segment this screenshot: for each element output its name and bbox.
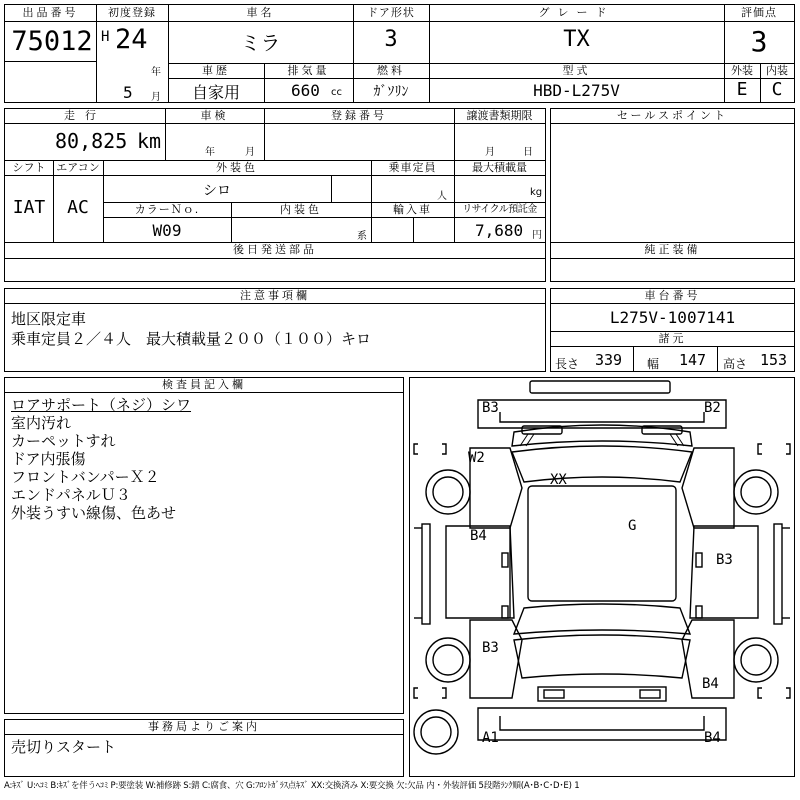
height: 153 bbox=[760, 351, 788, 369]
width-label: 幅 bbox=[647, 357, 660, 371]
year-unit: 年 bbox=[151, 67, 161, 78]
transfer-deadline-label: 譲渡書類期限 bbox=[466, 109, 533, 122]
recycle-fee: 7,680 bbox=[475, 221, 524, 240]
displacement: 660 bbox=[291, 81, 320, 100]
grade-label: グレード bbox=[538, 6, 615, 19]
model-name: ミラ bbox=[240, 31, 281, 55]
max-load-label: 最大積載量 bbox=[472, 161, 527, 174]
model-type-label: 型式 bbox=[562, 64, 591, 77]
inspector-line-3: カーペットすれ bbox=[11, 432, 116, 450]
mileage: 80,825 bbox=[55, 129, 128, 153]
fuel-label: 燃料 bbox=[377, 64, 405, 77]
inspection-month-unit: 月 bbox=[245, 147, 255, 158]
aircon-label: エアコン bbox=[56, 161, 100, 174]
diagram-label-b2-front-right: B2 bbox=[704, 400, 721, 416]
top-section bbox=[4, 4, 795, 103]
office-notice-title: 事務局よりご案内 bbox=[148, 720, 260, 733]
transfer-month-unit: 月 bbox=[485, 147, 495, 158]
diagram-label-b3-left-rear: B3 bbox=[482, 640, 499, 656]
specs-label: 諸元 bbox=[658, 332, 687, 345]
inspection-year-unit: 年 bbox=[205, 147, 215, 158]
inspector-line-4: ドア内張傷 bbox=[11, 450, 86, 468]
exterior-grade-label: 外装 bbox=[731, 64, 753, 77]
aircon: AC bbox=[67, 197, 89, 218]
max-load-unit: kg bbox=[530, 187, 543, 198]
lot-number: 75012 bbox=[11, 26, 93, 57]
registration-era: H bbox=[101, 29, 110, 45]
recycle-unit: 円 bbox=[532, 230, 542, 241]
color-number-label: カラーＮｏ. bbox=[134, 203, 200, 216]
exterior-grade: E bbox=[736, 79, 748, 100]
first-registration-label: 初度登録 bbox=[108, 6, 156, 19]
diagram-label-a1-rear-left: A1 bbox=[482, 730, 499, 746]
door-type-label: ドア形状 bbox=[367, 6, 415, 19]
displacement-label: 排気量 bbox=[287, 64, 330, 77]
score: 3 bbox=[750, 25, 768, 58]
car-outline bbox=[410, 378, 794, 776]
history-label: 車歴 bbox=[202, 64, 230, 77]
inspector-line-2: 室内汚れ bbox=[11, 414, 72, 432]
later-parts-label: 後日発送部品 bbox=[233, 243, 317, 256]
inspector-line-5: フロントバンパーＸ２ bbox=[11, 468, 160, 486]
score-label: 評価点 bbox=[741, 6, 777, 19]
diagram-label-xx-roof: XX bbox=[550, 472, 567, 488]
seats-unit: 人 bbox=[437, 191, 447, 202]
registration-month: 5 bbox=[123, 83, 133, 102]
diagram-label-g-windshield: G bbox=[628, 518, 637, 534]
chassis-number: L275V-1007141 bbox=[609, 308, 736, 327]
history: 自家用 bbox=[191, 83, 240, 102]
inspector-line-1: ロアサポート（ネジ）シワ bbox=[11, 396, 192, 414]
registration-year: 24 bbox=[115, 24, 148, 55]
genuine-equipment-label: 純正装備 bbox=[644, 243, 701, 256]
month-unit: 月 bbox=[151, 92, 161, 103]
grade: TX bbox=[563, 27, 590, 52]
caution-notes bbox=[4, 288, 546, 372]
mileage-label: 走行 bbox=[64, 109, 106, 122]
damage-legend: A:ｷｽﾞ U:ﾍｺﾐ B:ｷｽﾞを伴うﾍｺﾐ P:要塗装 W:補修跡 S:錆 C:腐食、穴 G:ﾌﾛﾝﾄｶﾞﾗｽ点ｷｽﾞ XX:交換済み X:要交換 欠:欠品 内・外装評価 5段階ﾗﾝｸ順(A･B･C･D･E) 1 bbox=[4, 781, 580, 791]
inspector-line-6: エンドパネルＵ３ bbox=[11, 486, 131, 504]
model-type: HBD-L275V bbox=[533, 81, 620, 100]
chassis-number-label: 車台番号 bbox=[644, 289, 701, 302]
displacement-unit: cc bbox=[331, 87, 342, 98]
sales-points-label: セールスポイント bbox=[616, 109, 728, 122]
sales-points bbox=[550, 108, 795, 282]
width: 147 bbox=[679, 351, 707, 369]
shift-label: シフト bbox=[12, 161, 46, 174]
vehicle-details bbox=[4, 108, 546, 282]
diagram-label-b3-front-left: B3 bbox=[482, 400, 499, 416]
registration-number-label: 登録番号 bbox=[331, 109, 387, 122]
damage-diagram bbox=[409, 377, 795, 777]
interior-color-label: 内装色 bbox=[280, 203, 322, 216]
lot-number-label: 出品番号 bbox=[22, 6, 79, 19]
fuel: ｶﾞｿﾘﾝ bbox=[373, 84, 409, 100]
seats-label: 乗車定員 bbox=[388, 161, 437, 174]
interior-grade: C bbox=[771, 79, 783, 100]
diagram-label-b4-rear-right: B4 bbox=[704, 730, 721, 746]
inspector-notes bbox=[4, 377, 404, 714]
length-label: 長さ bbox=[555, 357, 580, 371]
transfer-day-unit: 日 bbox=[523, 147, 533, 158]
inspector-notes-title: 検査員記入欄 bbox=[162, 378, 246, 391]
chassis-info bbox=[550, 288, 795, 372]
diagram-label-b4-left-door: B4 bbox=[470, 528, 487, 544]
diagram-label-b4-right-rear: B4 bbox=[702, 676, 719, 692]
mileage-unit: km bbox=[137, 129, 162, 153]
exterior-color-label: 外装色 bbox=[216, 161, 258, 174]
door-type: 3 bbox=[384, 27, 398, 52]
caution-line-2: 乗車定員２／４人 最大積載量２００（１００）キロ bbox=[11, 330, 372, 348]
caution-line-1: 地区限定車 bbox=[11, 310, 87, 328]
exterior-color: シロ bbox=[203, 183, 231, 199]
office-notice-text: 売切りスタート bbox=[11, 738, 117, 756]
interior-grade-label: 内装 bbox=[766, 64, 788, 77]
import-label: 輸入車 bbox=[393, 203, 432, 216]
diagram-label-b3-right-door: B3 bbox=[716, 552, 733, 568]
recycle-label: リサイクル預託金 bbox=[462, 204, 537, 215]
office-notice bbox=[4, 719, 404, 777]
color-number: W09 bbox=[152, 221, 182, 240]
model-label: 車名 bbox=[246, 6, 275, 19]
inspector-line-7: 外装うすい線傷、色あせ bbox=[11, 504, 177, 522]
interior-color-suffix: 系 bbox=[357, 231, 367, 242]
inspection-label: 車検 bbox=[200, 109, 229, 122]
shift: IAT bbox=[12, 197, 46, 218]
length: 339 bbox=[595, 351, 623, 369]
diagram-label-w2-left: W2 bbox=[468, 450, 485, 466]
height-label: 高さ bbox=[723, 357, 748, 371]
caution-notes-title: 注意事項欄 bbox=[240, 289, 310, 302]
